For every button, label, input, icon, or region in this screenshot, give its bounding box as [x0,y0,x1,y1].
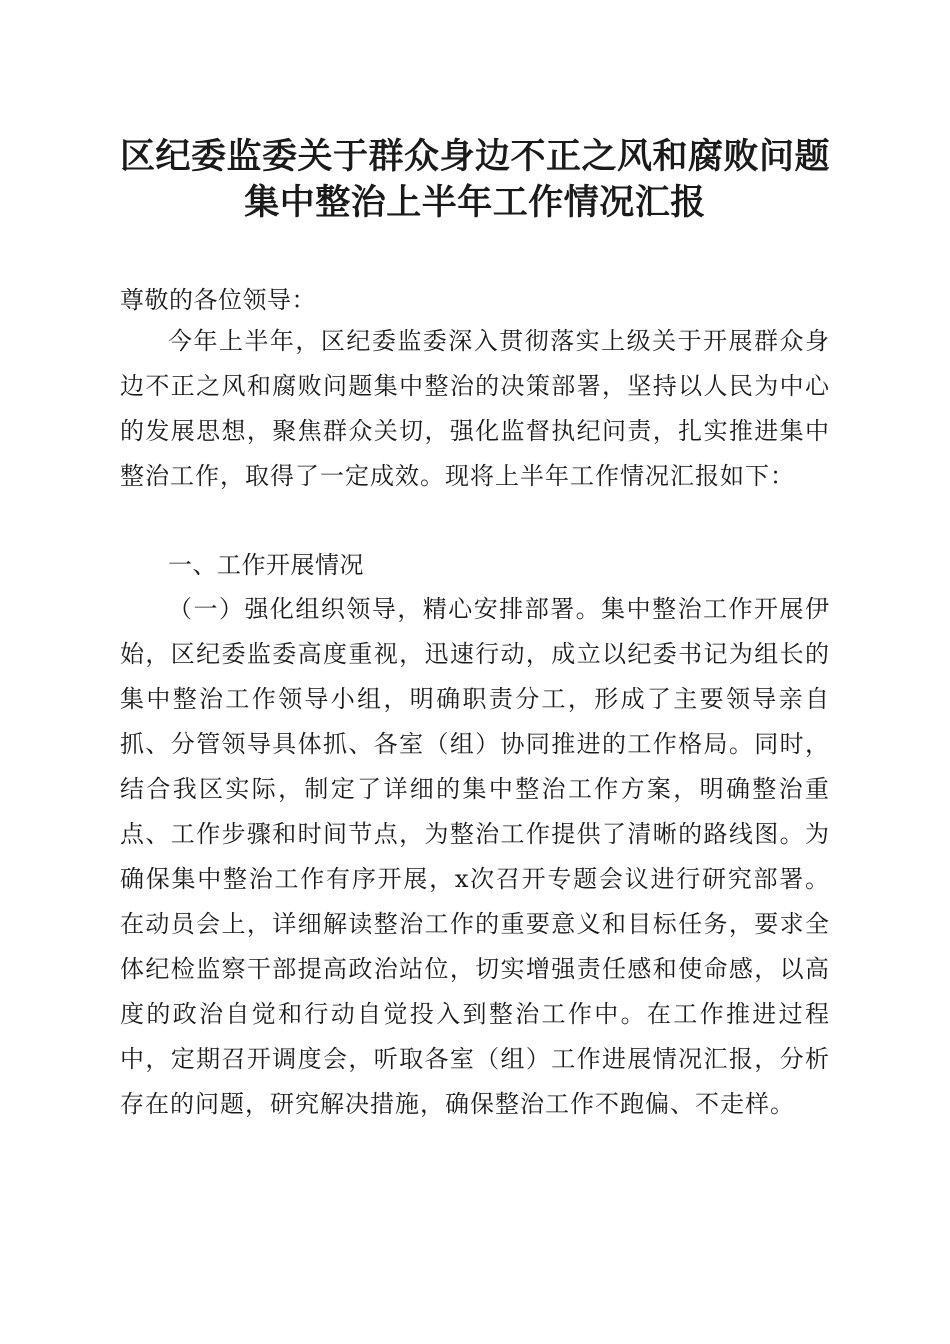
section-paragraph: （一）强化组织领导，精心安排部署。集中整治工作开展伊始，区纪委监委高度重视，迅速行动，成立以纪委书记为组长的集中整治工作领导小组，明确职责分工，形成了主要领导亲自抓、分管领导具体抓、各室（组）协同推进的工作格局。同时，结合我区实际，制定了详细的集中整治工作方案，明确整治重点、工作步骤和时间节点，为整治工作提供了清晰的路线图。为确保集中整治工作有序开展，x次召开专题会议进行研究部署。在动员会上，详细解读整治工作的重要意义和目标任务，要求全体纪检监察干部提高政治站位，切实增强责任感和使命感，以高度的政治自觉和行动自觉投入到整治工作中。在工作推进过程中，定期召开调度会，听取各室（组）工作进展情况汇报，分析存在的问题，研究解决措施，确保整治工作不跑偏、不走样。 [120,595,830,1118]
document-title-line-2: 集中整治上半年工作情况汇报 [244,182,706,223]
salutation: 尊敬的各位领导： [120,286,316,314]
section-heading: 一、工作开展情况 [168,551,364,579]
document-title-line-1: 区纪委监委关于群众身边不正之风和腐败问题 [119,136,830,177]
intro-paragraph: 今年上半年，区纪委监委深入贯彻落实上级关于开展群众身边不正之风和腐败问题集中整治的决策部署，坚持以人民为中心的发展思想，聚焦群众关切，强化监督执纪问责，扎实推进集中整治工作，取得了一定成效。现将上半年工作情况汇报如下： [120,327,830,490]
